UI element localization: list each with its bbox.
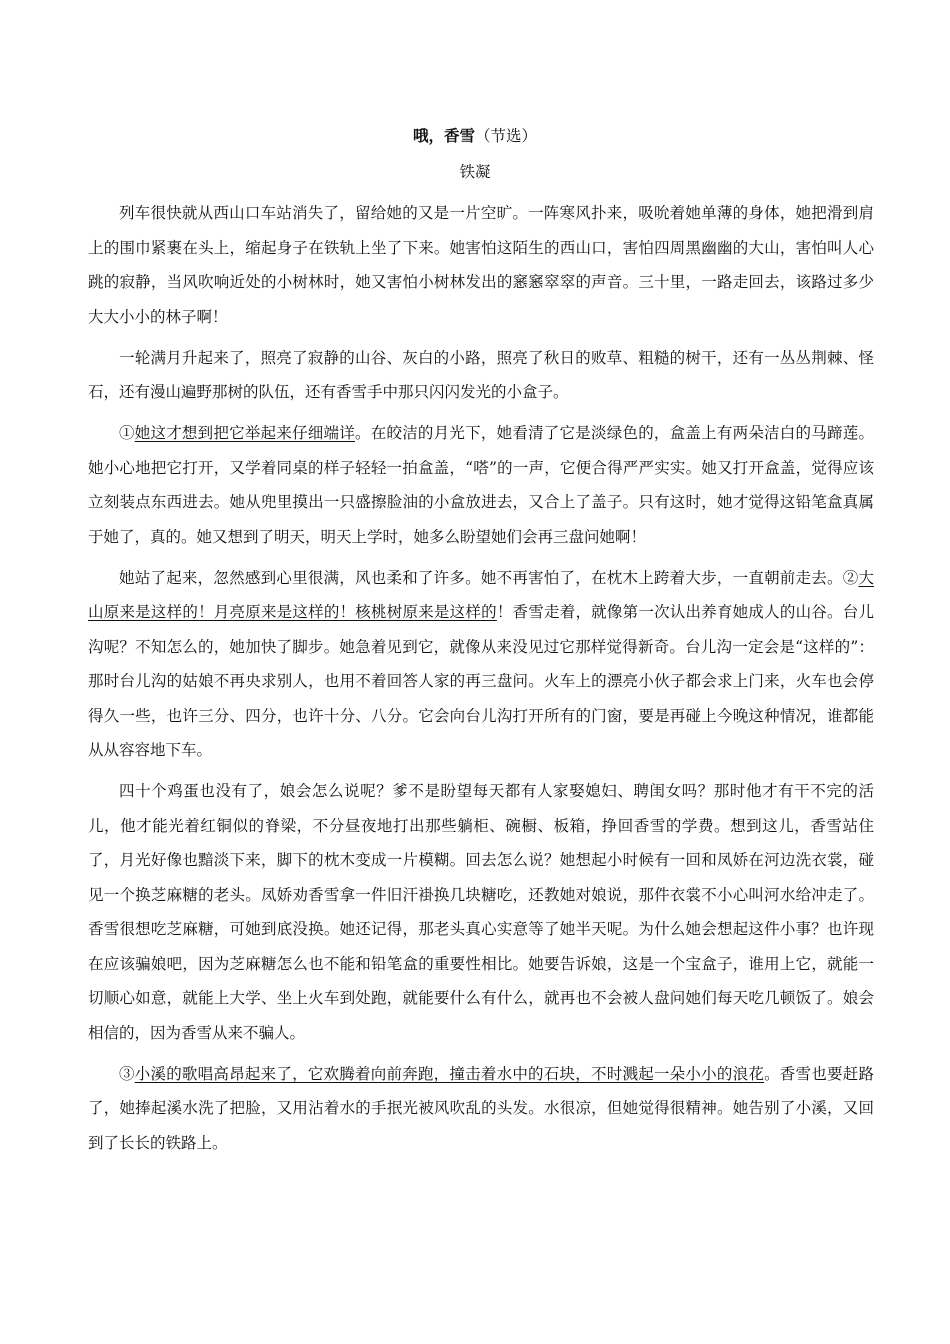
text-segment: 。香雪也要赶路了，她捧起溪水洗了把脸，又用沾着水的手抿光被风吹乱的头发。水很凉，但她觉得很精神。她告别了小溪，又回到了长长的铁路上。 — [88, 1064, 874, 1152]
paragraph-6 — [88, 1057, 874, 1161]
title-text: 哦，香雪 — [412, 126, 475, 145]
author-name: 铁凝 — [459, 163, 491, 181]
underlined-sentence-1: 她这才想到把它举起来仔细端详 — [134, 424, 355, 442]
text-segment: 列车很快就从西山口车站消失了，留给她的又是一片空旷。一阵寒风扑来，吸吮着她单薄的身体，她把滑到肩上的围巾紧裹在头上，缩起身子在铁轨上坐了下来。她害怕这陌生的西山口，害怕四周黑幽幽的大山，害怕叫人心跳的寂静，当风吹响近处的小树林时，她又害怕小树林发出的窸窸窣窣的声音。三十里，一路走回去，该路过多少大大小小的林子啊！ — [88, 204, 874, 326]
underlined-sentence-3: 小溪的歌唱高昂起来了，它欢腾着向前奔跑，撞击着水中的石块，不时溅起一朵小小的浪花 — [134, 1064, 765, 1083]
underlined-sentence-2: 大山原来是这样的！月亮原来是这样的！核桃树原来是这样的 — [88, 568, 874, 621]
text-segment: 。在皎洁的月光下，她看清了它是淡绿色的，盒盖上有两朵洁白的马蹄莲。她小心地把它打开，又学着同桌的样子轻轻一拍盒盖，“嗒”的一声，它便合得严严实实。她又打开盒盖，觉得应该立刻装点东西进去。她从兜里摸出一只盛擦脸油的小盒放进去，又合上了盖子。只有这时，她才觉得这铅笔盒真属于她了，真的。她又想到了明天，明天上学时，她多么盼望她们会再三盘问她啊！ — [88, 424, 874, 546]
paragraph-4 — [88, 561, 874, 768]
paragraph-2 — [88, 341, 874, 410]
text-segment: ！香雪走着，就像第一次认出养育她成人的山谷。台儿沟呢？不知怎么的，她加快了脚步。她急着见到它，就像从来没见过它那样觉得新奇。台儿沟一定会是“这样的”：那时台儿沟的姑娘不再央求别人，也用不着回答人家的再三盘问。火车上的漂亮小伙子都会求上门来，火车也会停得久一些，也许三分、四分，也许十分、八分。它会向台儿沟打开所有的门窗，要是再碰上今晚这种情况，谁都能从从容容地下车。 — [88, 603, 874, 759]
text-segment: 她站了起来，忽然感到心里很满，风也柔和了许多。她不再害怕了，在枕木上跨着大步，一直朝前走去。② — [119, 568, 859, 587]
text-segment: 四十个鸡蛋也没有了，娘会怎么说呢？爹不是盼望每天都有人家娶媳妇、聘闺女吗？那时他才有干不完的活儿，他才能光着红铜似的脊梁，不分昼夜地打出那些躺柜、碗橱、板箱，挣回香雪的学费。想到这儿，香雪站住了，月光好像也黯淡下来，脚下的枕木变成一片模糊。回去怎么说？她想起小时候有一回和凤娇在河边洗衣裳，碰见一个换芝麻糖的老头。凤娇劝香雪拿一件旧汗褂换几块糖吃，还教她对娘说，那件衣裳不小心叫河水给冲走了。香雪很想吃芝麻糖，可她到底没换。她还记得，那老头真心实意等了她半天呢。为什么她会想起这件小事？也许现在应该骗娘吧，因为芝麻糖怎么也不能和铅笔盒的重要性相比。她要告诉娘，这是一个宝盒子，谁用上它，就能一切顺心如意，就能上大学、坐上火车到处跑，就能要什么有什么，就再也不会被人盘问她们每天吃几顿饭了。娘会相信的，因为香雪从来不骗人。 — [88, 782, 874, 1042]
marker-3: ③ — [119, 1064, 135, 1083]
marker-1: ① — [119, 424, 135, 442]
article-body — [88, 196, 874, 1167]
paragraph-3 — [88, 416, 874, 554]
document-title — [0, 124, 950, 148]
text-segment: 一轮满月升起来了，照亮了寂静的山谷、灰白的小路，照亮了秋日的败草、粗糙的树干，还有一丛丛荆棘、怪石，还有漫山遍野那树的队伍，还有香雪手中那只闪闪发光的小盒子。 — [88, 348, 874, 401]
paragraph-1 — [88, 196, 874, 334]
title-note: （节选） — [475, 127, 538, 145]
paragraph-5 — [88, 774, 874, 1050]
